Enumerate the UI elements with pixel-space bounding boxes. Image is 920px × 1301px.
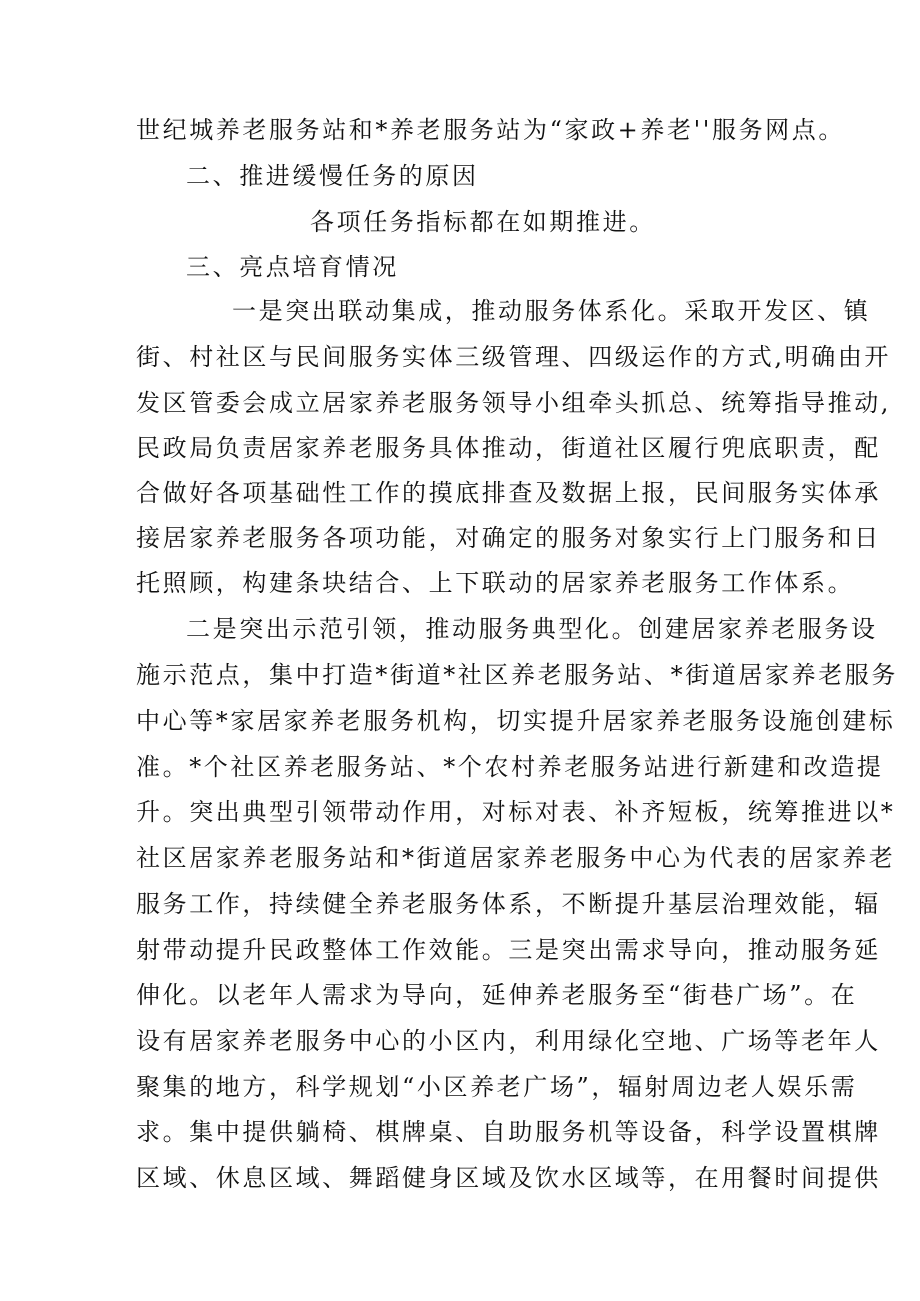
body-line: 升。突出典型引领带动作用，对标对表、补齐短板，统筹推进以*: [136, 798, 896, 826]
paragraph-start-line: 二是突出示范引领，推动服务典型化。创建居家养老服务设: [186, 615, 878, 643]
body-line: 准。*个社区养老服务站、*个农村养老服务站进行新建和改造提: [136, 753, 884, 781]
section-heading: 二、推进缓慢任务的原因: [186, 162, 479, 190]
body-line: 中心等*家居家养老服务机构，切实提升居家养老服务设施创建标: [136, 707, 896, 735]
body-line: 区域、休息区域、舞蹈健身区域及饮水区域等，在用餐时间提供: [136, 1164, 881, 1192]
body-line: 伸化。以老年人需求为导向，延伸养老服务至“街巷广场”。在: [136, 981, 858, 1009]
body-line: 施示范点，集中打造*街道*社区养老服务站、*街道居家养老服务: [136, 661, 898, 689]
paragraph-start-line: 一是突出联动集成，推动服务体系化。采取开发区、镇: [232, 297, 871, 325]
body-line: 街、村社区与民间服务实体三级管理、四级运作的方式,明确由开: [136, 343, 892, 371]
body-line: 射带动提升民政整体工作效能。三是突出需求导向，推动服务延: [136, 936, 881, 964]
body-line: 民政局负责居家养老服务具体推动，街道社区履行兜底职责，配: [136, 434, 881, 462]
body-line: 社区居家养老服务站和*街道居家养老服务中心为代表的居家养老: [136, 844, 896, 872]
body-line: 求。集中提供躺椅、棋牌桌、自助服务机等设备，科学设置棋牌: [136, 1118, 881, 1146]
body-line: 接居家养老服务各项功能，对确定的服务对象实行上门服务和日: [136, 524, 881, 552]
body-line: 设有居家养老服务中心的小区内，利用绿化空地、广场等老年人: [136, 1027, 881, 1055]
body-line: 发区管委会成立居家养老服务领导小组牵头抓总、统筹指导推动,: [136, 389, 892, 417]
body-line: 世纪城养老服务站和*养老服务站为“家政+养老''服务网点。: [136, 116, 845, 144]
body-line: 服务工作，持续健全养老服务体系，不断提升基层治理效能，辐: [136, 890, 881, 918]
body-line: 聚集的地方，科学规划“小区养老广场”，辐射周边老人娱乐需: [136, 1073, 858, 1101]
body-line: 托照顾，构建条块结合、上下联动的居家养老服务工作体系。: [136, 569, 855, 597]
body-line: 各项任务指标都在如期推进。: [310, 208, 656, 236]
body-line: 合做好各项基础性工作的摸底排查及数据上报，民间服务实体承: [136, 479, 881, 507]
section-heading: 三、亮点培育情况: [186, 253, 399, 281]
